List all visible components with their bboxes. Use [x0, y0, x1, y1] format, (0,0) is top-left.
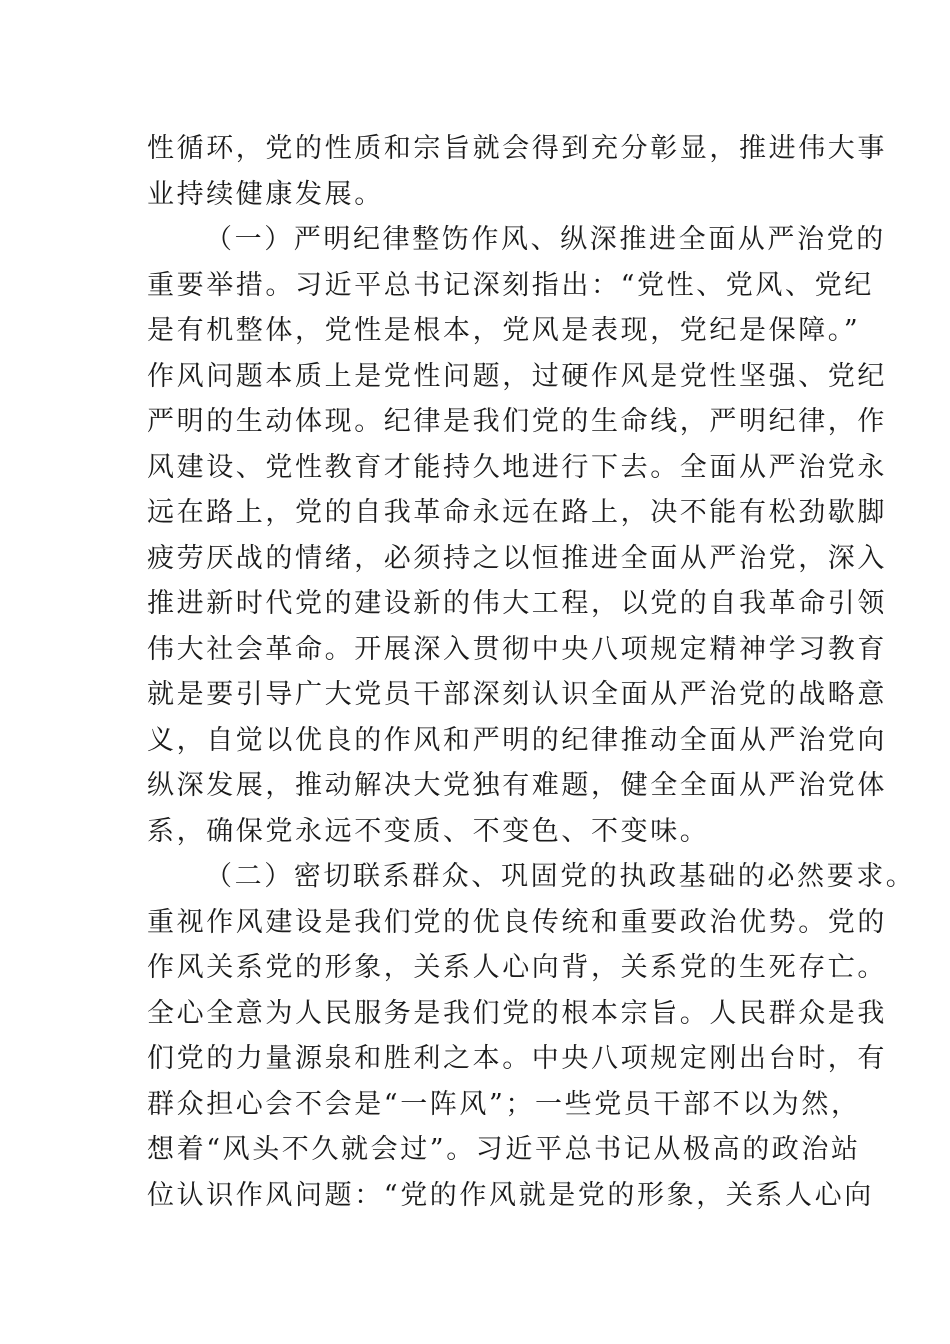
text-line: 想着“风头不久就会过”。习近平总书记从极高的政治站 — [147, 1134, 861, 1165]
text-line: 义，自觉以优良的作风和严明的纪律推动全面从严治党向 — [147, 724, 887, 756]
text-line: 业持续健康发展。 — [147, 178, 384, 210]
section-heading-line: （一）严明纪律整饬作风、纵深推进全面从严治党的 — [205, 224, 886, 255]
text-line: 全心全意为人民服务是我们党的根本宗旨。人民群众是我 — [147, 997, 887, 1029]
text-line: 们党的力量源泉和胜利之本。中央八项规定刚出台时，有 — [147, 1043, 887, 1074]
text-line: 作风问题本质上是党性问题，过硬作风是党性坚强、党纪 — [147, 360, 887, 392]
text-line: 推进新时代党的建设新的伟大工程，以党的自我革命引领 — [147, 588, 887, 619]
text-line: 重视作风建设是我们党的优良传统和重要政治优势。党的 — [147, 906, 887, 938]
text-line: 风建设、党性教育才能持久地进行下去。全面从严治党永 — [147, 451, 887, 483]
text-line: 疲劳厌战的情绪，必须持之以恒推进全面从严治党，深入 — [147, 542, 887, 574]
section-heading-line: （二）密切联系群众、巩固党的执政基础的必然要求。 — [205, 861, 916, 892]
text-line: 系，确保党永远不变质、不变色、不变味。 — [147, 815, 710, 847]
text-line: 伟大社会革命。开展深入贯彻中央八项规定精神学习教育 — [147, 633, 887, 665]
text-line: 位认识作风问题：“党的作风就是党的形象，关系人心向 — [147, 1179, 874, 1211]
text-line: 重要举措。习近平总书记深刻指出：“党性、党风、党纪 — [147, 269, 874, 301]
text-line: 作风关系党的形象，关系人心向背，关系党的生死存亡。 — [147, 952, 887, 983]
text-line: 群众担心会不会是“一阵风”；一些党员干部不以为然， — [147, 1088, 861, 1120]
text-line: 纵深发展，推动解决大党独有难题，健全全面从严治党体 — [147, 770, 887, 801]
text-line: 性循环，党的性质和宗旨就会得到充分彰显，推进伟大事 — [147, 133, 887, 164]
text-line: 远在路上，党的自我革命永远在路上，决不能有松劲歇脚 — [147, 497, 887, 528]
body-text — [147, 126, 916, 1218]
text-line: 是有机整体，党性是根本，党风是表现，党纪是保障。” — [147, 315, 861, 346]
text-line: 严明的生动体现。纪律是我们党的生命线，严明纪律，作 — [147, 406, 887, 437]
text-line: 就是要引导广大党员干部深刻认识全面从严治党的战略意 — [147, 679, 887, 710]
